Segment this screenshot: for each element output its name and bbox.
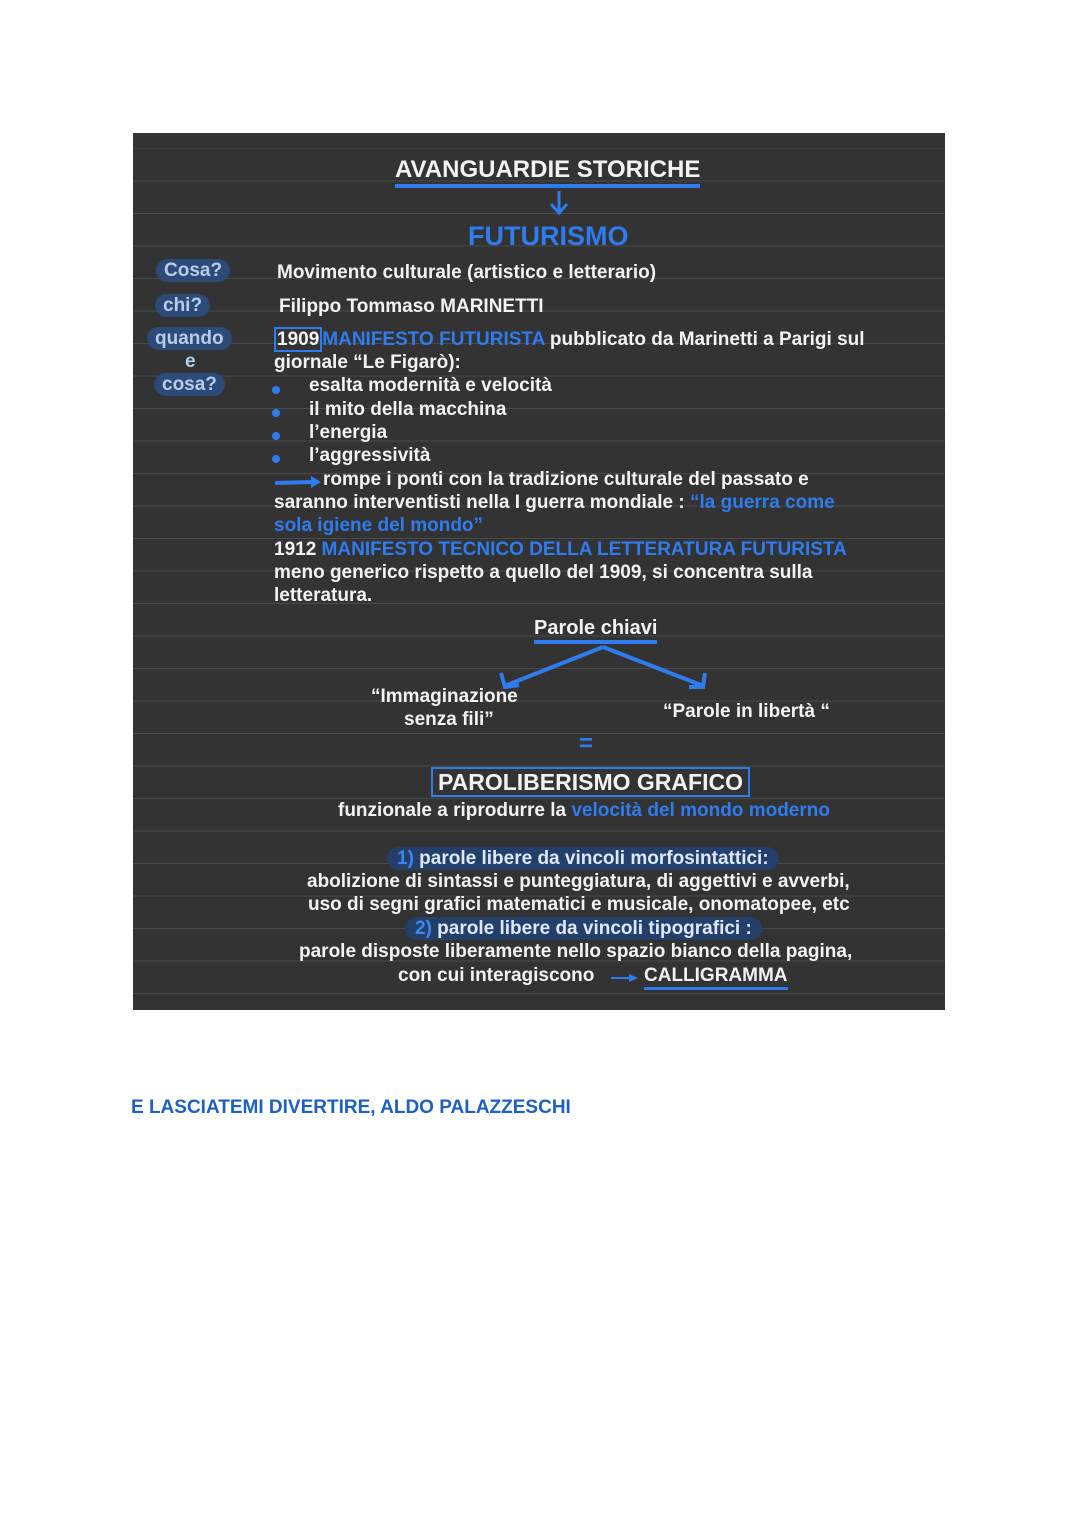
bullet-dot	[272, 386, 280, 394]
manifesto-1912-line3: letteratura.	[274, 585, 373, 606]
consequence-line1: rompe i ponti con la tradizione culturale del passato e	[323, 469, 809, 490]
year-1909: 1909	[274, 327, 322, 352]
notes-board	[133, 133, 945, 1010]
question-chi: chi?	[155, 294, 210, 317]
point-1-line2: uso di segni grafici matematici e musicale, onomatopee, etc	[308, 894, 850, 915]
paroliberismo-desc: funzionale a riprodurre la velocità del mondo moderno	[338, 800, 830, 821]
point-2-line1: parole disposte liberamente nello spazio bianco della pagina,	[299, 941, 853, 962]
manifesto-1912-line: 1912 MANIFESTO TECNICO DELLA LETTERATURA FUTURISTA	[274, 539, 847, 560]
manifesto-tecnico: MANIFESTO TECNICO DELLA LETTERATURA FUTURISTA	[321, 539, 847, 560]
point-1-title: 1) parole libere da vincoli morfosintattici:	[387, 847, 779, 870]
arrow-right-icon	[273, 475, 323, 489]
calligramma: CALLIGRAMMA	[644, 964, 788, 987]
question-cosa2: cosa?	[154, 373, 225, 396]
manifesto-futurista: MANIFESTO FUTURISTA	[322, 329, 545, 350]
question-quando: quando	[147, 327, 232, 350]
point-1-line1: abolizione di sintassi e punteggiatura, di aggettivi e avverbi,	[307, 871, 850, 892]
paroliberismo-title: PAROLIBERISMO GRAFICO	[431, 768, 750, 796]
bullet-dot	[272, 409, 280, 417]
page-title: AVANGUARDIE STORICHE	[395, 157, 700, 183]
answer-cosa: Movimento culturale (artistico e letterario)	[277, 262, 657, 283]
keyword-right: “Parole in libertà “	[663, 701, 830, 722]
keywords-title: Parole chiavi	[534, 617, 657, 640]
answer-chi: Filippo Tommaso MARINETTI	[279, 296, 544, 317]
velocita-mondo-moderno: velocità del mondo moderno	[571, 800, 830, 821]
question-e: e	[185, 351, 196, 372]
keyword-left-line1: “Immaginazione	[371, 686, 518, 707]
manifesto-1912-line2: meno generico rispetto a quello del 1909, si concentra sulla	[274, 562, 813, 583]
consequence-line2: saranno interventisti nella I guerra mondiale : “la guerra come	[274, 492, 835, 513]
equals-sign: =	[579, 730, 594, 757]
consequence-line3: sola igiene del mondo”	[274, 515, 484, 536]
keyword-left-line2: senza fili”	[404, 709, 494, 730]
bullet-item: l’aggressività	[309, 445, 431, 466]
point-2-line2: con cui interagiscono	[398, 965, 595, 986]
quote-guerra: “la guerra come	[690, 492, 835, 513]
subtitle: FUTURISMO	[468, 221, 629, 251]
question-cosa: Cosa?	[156, 259, 230, 282]
bullet-item: esalta modernità e velocità	[309, 375, 552, 396]
bullet-dot	[272, 432, 280, 440]
arrow-down-icon	[547, 189, 571, 217]
section-heading: E LASCIATEMI DIVERTIRE, ALDO PALAZZESCHI	[131, 1097, 571, 1118]
point-2-title: 2) parole libere da vincoli tipografici :	[405, 917, 762, 940]
arrow-right-icon	[611, 973, 639, 983]
bullet-item: l’energia	[309, 422, 388, 443]
bullet-dot	[272, 455, 280, 463]
manifesto-1909-line: 1909 MANIFESTO FUTURISTA pubblicato da Marinetti a Parigi sul	[274, 328, 865, 351]
branch-arrows-icon	[493, 645, 713, 695]
bullet-item: il mito della macchina	[309, 399, 507, 420]
manifesto-1909-line2: giornale “Le Figarò):	[274, 352, 461, 373]
